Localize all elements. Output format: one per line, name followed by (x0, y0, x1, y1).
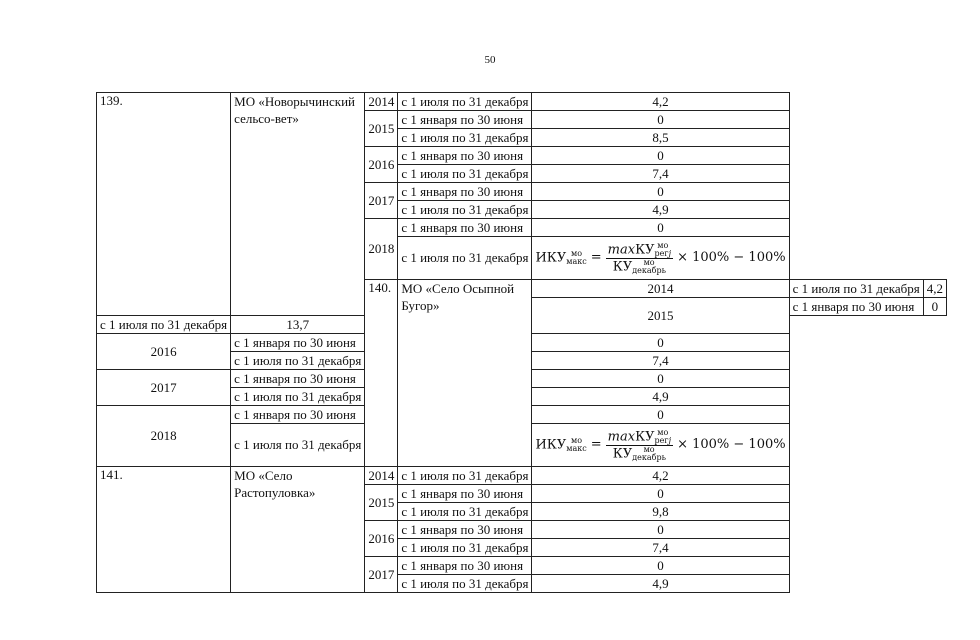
period-cell: с 1 июля по 31 декабря (398, 201, 532, 219)
formula-cell (532, 237, 789, 280)
period-cell: с 1 января по 30 июня (789, 298, 923, 316)
year-cell: 2016 (365, 147, 398, 183)
formula-lhs-sub: макс (566, 256, 587, 266)
value-cell: 0 (532, 370, 789, 388)
value-cell: 4,9 (532, 575, 789, 593)
year-cell: 2014 (365, 93, 398, 111)
period-cell: с 1 июля по 31 декабря (97, 316, 231, 334)
formula: ИКУ мо макс = maxКУ мо регj КУ мо декабрь × 100% − 100% (535, 240, 786, 275)
municipality-name: МО «Село Осыпной Бугор» (398, 280, 532, 467)
period-cell: с 1 января по 30 июня (398, 219, 532, 237)
period-cell: с 1 июля по 31 декабря (789, 280, 923, 298)
value-cell: 4,2 (923, 280, 946, 298)
value-cell: 0 (532, 521, 789, 539)
formula-num-main: КУ (635, 242, 655, 257)
value-cell: 9,8 (532, 503, 789, 521)
value-cell: 4,9 (532, 388, 789, 406)
formula-den-main: КУ (612, 446, 633, 461)
period-cell: с 1 января по 30 июня (398, 521, 532, 539)
value-cell: 0 (532, 219, 789, 237)
value-cell: 4,2 (532, 467, 789, 485)
year-cell: 2014 (532, 280, 789, 298)
formula-fraction (606, 242, 673, 275)
formula-den-sup: мо (643, 257, 655, 267)
formula-lhs-sup: мо (570, 435, 583, 445)
row-number: 139. (97, 93, 231, 316)
formula-lhs-sub: макс (566, 443, 587, 453)
municipality-name: МО «Село Растопуловка» (231, 467, 365, 593)
period-cell: с 1 июля по 31 декабря (398, 539, 532, 557)
period-cell: с 1 июля по 31 декабря (231, 424, 365, 467)
value-cell: 0 (532, 557, 789, 575)
formula-num-sub-j: j (668, 248, 672, 258)
formula-num-main: КУ (635, 429, 655, 444)
year-cell: 2017 (365, 557, 398, 593)
period-cell: с 1 января по 30 июня (398, 147, 532, 165)
formula-num-sub: рег (654, 435, 669, 445)
formula-num-sub-j: j (668, 435, 672, 445)
period-cell: с 1 июля по 31 декабря (398, 503, 532, 521)
value-cell: 0 (532, 334, 789, 352)
period-cell: с 1 января по 30 июня (231, 334, 365, 352)
value-cell: 7,4 (532, 165, 789, 183)
value-cell: 0 (532, 111, 789, 129)
value-cell: 0 (532, 147, 789, 165)
tariff-table (96, 92, 947, 593)
year-cell: 2016 (365, 521, 398, 557)
formula-lhs-sup: мо (570, 248, 583, 258)
value-cell: 4,9 (532, 201, 789, 219)
period-cell: с 1 июля по 31 декабря (398, 467, 532, 485)
formula: ИКУ мо макс = maxКУ мо регj КУ мо декабрь × 100% − 100% (535, 427, 786, 462)
formula-lhs: ИКУ (535, 437, 567, 453)
value-cell: 7,4 (532, 352, 789, 370)
formula-tail: × 100% − 100% (677, 437, 786, 452)
year-cell: 2018 (365, 219, 398, 280)
year-cell: 2015 (365, 111, 398, 147)
value-cell: 0 (923, 298, 946, 316)
period-cell: с 1 июля по 31 декабря (398, 93, 532, 111)
formula-den-sub: декабрь (632, 265, 666, 275)
value-cell: 13,7 (231, 316, 365, 334)
period-cell: с 1 июля по 31 декабря (398, 129, 532, 147)
year-cell: 2017 (97, 370, 231, 406)
value-cell: 0 (532, 485, 789, 503)
period-cell: с 1 июля по 31 декабря (231, 388, 365, 406)
formula-den-main: КУ (612, 259, 633, 274)
year-cell: 2017 (365, 183, 398, 219)
value-cell: 0 (532, 183, 789, 201)
formula-num-sub: рег (654, 248, 669, 258)
period-cell: с 1 января по 30 июня (398, 557, 532, 575)
formula-fraction (606, 429, 673, 462)
year-cell: 2016 (97, 334, 231, 370)
period-cell: с 1 января по 30 июня (398, 485, 532, 503)
period-cell: с 1 января по 30 июня (231, 406, 365, 424)
row-number: 140. (365, 280, 398, 467)
page-number: 50 (484, 54, 496, 66)
formula-tail: × 100% − 100% (677, 250, 786, 265)
period-cell: с 1 января по 30 июня (398, 111, 532, 129)
year-cell: 2014 (365, 467, 398, 485)
year-cell: 2015 (532, 298, 789, 334)
formula-num-prefix: max (607, 429, 636, 444)
formula-num-sup: мо (657, 240, 669, 250)
value-cell: 7,4 (532, 539, 789, 557)
period-cell: с 1 июля по 31 декабря (398, 575, 532, 593)
municipality-name: МО «Новорычинский сельсо-вет» (231, 93, 365, 316)
formula-cell (532, 424, 789, 467)
period-cell: с 1 января по 30 июня (231, 370, 365, 388)
formula-lhs: ИКУ (535, 250, 567, 266)
formula-den-sup: мо (643, 444, 655, 454)
row-number: 141. (97, 467, 231, 593)
value-cell: 0 (532, 406, 789, 424)
value-cell: 4,2 (532, 93, 789, 111)
formula-den-sub: декабрь (632, 452, 666, 462)
table-row (97, 93, 947, 111)
formula-num-prefix: max (607, 242, 636, 257)
value-cell: 8,5 (532, 129, 789, 147)
year-cell: 2018 (97, 406, 231, 467)
period-cell: с 1 января по 30 июня (398, 183, 532, 201)
period-cell: с 1 июля по 31 декабря (398, 237, 532, 280)
period-cell: с 1 июля по 31 декабря (231, 352, 365, 370)
period-cell: с 1 июля по 31 декабря (398, 165, 532, 183)
year-cell: 2015 (365, 485, 398, 521)
formula-num-sup: мо (657, 427, 669, 437)
table-row (97, 467, 947, 485)
